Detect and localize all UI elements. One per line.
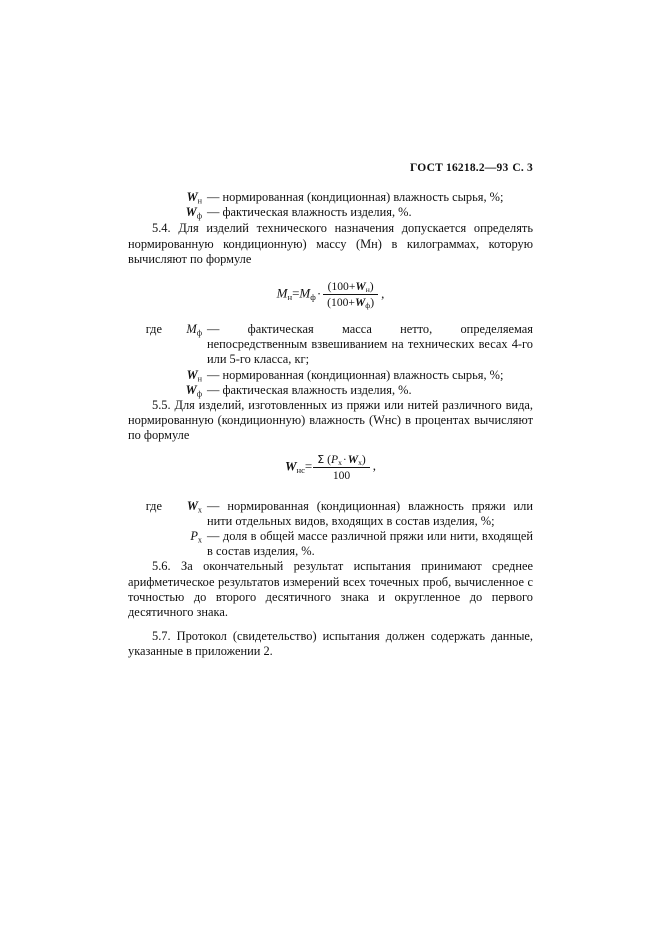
definition-symbol: $W_ф$: [185, 205, 202, 221]
definition-symbol: $P_х$: [190, 529, 202, 545]
definition-symbol: $W_х$: [186, 498, 202, 514]
section-5-5-text: Для изделий, изготовленных из пряжи или нитей различного вида, нормированную (кондиционную) влажность (Wнс) в процентах вычисляют по формуле: [128, 398, 533, 443]
definition-row: [128, 499, 533, 529]
fraction-numerator: Σ $(P_х\cdot W_х)$: [313, 453, 370, 468]
where-label: где: [145, 498, 162, 513]
definition-row: [128, 205, 533, 220]
definition-text: — фактическая масса нетто, определяемая непосредственным взвешиванием на технических весах 4-го или 5-го класса, кг;: [207, 322, 533, 367]
fraction: [323, 280, 378, 309]
definition-symbol: $W_ф$: [185, 382, 202, 399]
fraction-denominator: $(100+W_ф)$: [327, 296, 375, 311]
definition-row: [128, 322, 533, 368]
standard-number: ГОСТ 16218.2—93: [410, 162, 509, 174]
page-header: [128, 162, 533, 174]
where-block-2: [128, 499, 533, 560]
definition-symbol: $W_н$: [186, 367, 202, 383]
definition-text: — фактическая влажность изделия, %.: [207, 382, 412, 397]
definition-row: [128, 529, 533, 559]
definition-text: — нормированная (кондиционная) влажность сырья, %;: [207, 190, 504, 204]
section-5-7-number: 5.7.: [152, 629, 171, 644]
definition-text: — нормированная (кондиционная) влажность сырья, %;: [207, 367, 504, 382]
section-5-6-text: За окончательный результат испытания принимают среднее арифметическое результатов измерений всех точечных проб, вычисленное с точностью до второго десятичного знака и округленное до первого десятичного знака.: [128, 559, 533, 620]
where-label: где: [145, 322, 162, 337]
document-body: [128, 190, 533, 660]
section-5-6-number: 5.6.: [152, 559, 171, 574]
definition-text: — фактическая влажность изделия, %.: [207, 205, 412, 220]
formula-normalized-moisture: $W_{нс}=$ $\frac{\Sigma (P_х\cdot W_х)}{100}$ ,: [284, 452, 377, 482]
page-number: С. 3: [512, 162, 533, 174]
definition-symbol: $W_н$: [186, 190, 202, 206]
definition-row: [128, 190, 533, 205]
section-5-5-number: 5.5.: [152, 398, 171, 413]
formula-normalized-mass: $M_н=M_ф\cdot$ $\frac{(100+W_н)}{(100+W_ф)}$ ,: [276, 280, 385, 311]
section-5-7-text: Протокол (свидетельство) испытания должен содержать данные, указанные в приложении 2.: [128, 629, 533, 659]
section-5-4-number: 5.4.: [152, 221, 171, 236]
section-5-5-paragraph: [128, 398, 533, 444]
definition-row: [128, 368, 533, 383]
carryover-definition-list: [128, 190, 533, 220]
definition-symbol: $M_ф$: [186, 322, 202, 338]
where-block-1: [128, 322, 533, 398]
definition-row: [128, 383, 533, 398]
fraction-numerator: $(100+W_н)$: [323, 280, 378, 295]
fraction-denominator: 100: [332, 468, 351, 482]
definition-text: — нормированная (кондиционная) влажность пряжи или нити отдельных видов, входящих в состав изделия, %;: [207, 498, 533, 528]
section-5-4-text: Для изделий технического назначения допускается определять нормированную кондиционную) массу (Mн) в килограммах, которую вычисляют по формуле: [128, 221, 533, 266]
sigma-icon: Σ: [317, 452, 325, 466]
section-5-6-paragraph: [128, 559, 533, 620]
definition-text: — доля в общей массе различной пряжи или нити, входящей в состав изделия, %.: [207, 529, 533, 559]
section-5-4-paragraph: [128, 221, 533, 267]
section-5-7-paragraph: [128, 629, 533, 659]
fraction: [313, 453, 370, 482]
